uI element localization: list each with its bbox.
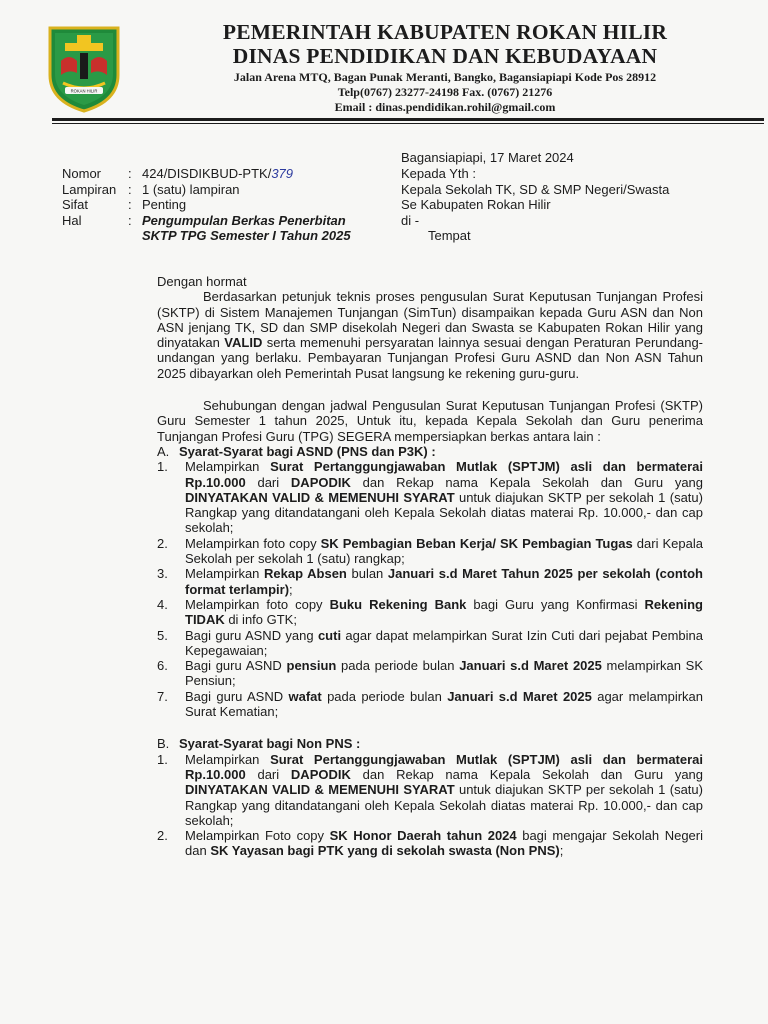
meta-colon: : [128, 197, 132, 212]
government-name: PEMERINTAH KABUPATEN ROKAN HILIR [222, 20, 668, 44]
section-title: A. Syarat-Syarat bagi ASND (PNS dan P3K) : [157, 443, 436, 459]
section-title: B. Syarat-Syarat bagi Non PNS : [157, 736, 361, 752]
meta-value: SKTP TPG Semester I Tahun 2025 [142, 228, 351, 243]
letter-meta [62, 166, 351, 244]
meta-value: 1 (satu) lampiran [142, 181, 240, 197]
meta-row-nomor [62, 166, 351, 182]
list-item: 5. Bagi guru ASND yang cuti agar dapat melampirkan Surat Izin Cuti dari pejabat Pembina Kepegawaian; [157, 627, 704, 658]
agency-name: DINAS PENDIDIKAN DAN KEBUDAYAAN [232, 44, 658, 68]
meta-value: Pengumpulan Berkas Penerbitan [142, 212, 346, 228]
letterhead [150, 20, 740, 115]
recipient-line: Kepala Sekolah TK, SD & SMP Negeri/Swasta [401, 181, 670, 197]
letter-body [157, 274, 703, 859]
section-b [157, 736, 703, 858]
requirements-list [157, 752, 703, 859]
meta-row-lampiran [62, 182, 351, 198]
meta-label: Lampiran [62, 181, 117, 197]
meta-row-hal [62, 213, 351, 229]
meta-value [142, 166, 293, 182]
list-item: 1. Melampirkan Surat Pertanggungjawaban Mutlak (SPTJM) asli dan bermaterai Rp.10.000 dari DAPODIK dan Rekap nama Kepala Sekolah dan Guru yang DINYATAKAN VALID & MEMENUHI SYARAT untuk diajukan SKTP per sekolah 1 (satu) Rangkap yang ditandatangani oleh Kepala Sekolah diatas materai Rp. 10.000,- dan cap sekolah; [157, 751, 704, 828]
letter-number: 424/DISDIKBUD-PTK/ [142, 166, 272, 181]
meta-row-sifat [62, 197, 351, 213]
handwritten-number: 379 [271, 166, 294, 181]
regency-emblem-icon [47, 25, 121, 113]
meta-label: Nomor [62, 166, 102, 181]
greeting: Dengan hormat [157, 274, 247, 289]
requirements-list [157, 459, 703, 719]
paragraph: Berdasarkan petunjuk teknis proses pengusulan Surat Keputusan Tunjangan Profesi (SKTP) di Sistem Manajemen Tunjangan (SimTun) disampaikan kepada Guru ASN dan Non ASN jenjang TK, SD dan SMP disekolah Negeri dan Swasta se Kabupaten Rokan Hilir yang dinyatakan VALID serta memenuhi persyaratan lainnya sesuai dengan Peraturan Perundang-undangan yang berlaku. Pembayaran Tunjangan Profesi Guru ASND dan Non ASN Tahun 2025 dibayarkan oleh Pemerintah Pusat langsung ke rekening guru-guru. [157, 289, 704, 381]
letterhead-divider-thick [52, 118, 764, 121]
section-a [157, 444, 703, 719]
agency-address: Jalan Arena MTQ, Bagan Punak Meranti, Bangko, Bagansiapiapi Kode Pos 28912 [233, 70, 657, 84]
recipient-block [401, 166, 669, 244]
meta-row-hal-cont [62, 228, 351, 244]
recipient-tempat: Tempat [428, 228, 471, 243]
paragraph: Sehubungan dengan jadwal Pengusulan Surat Keputusan Tunjangan Profesi (SKTP) Guru Semester 1 tahun 2025, Untuk itu, kepada Kepala Sekolah dan Guru penerima Tunjangan Profesi Guru (TPG) SEGERA mempersiapkan berkas antara lain : [157, 398, 703, 444]
agency-email: Email : dinas.pendidikan.rohil@gmail.com [334, 100, 556, 114]
meta-colon: : [128, 212, 132, 228]
list-item: 6. Bagi guru ASND pensiun pada periode bulan Januari s.d Maret 2025 melampirkan SK Pensiun; [157, 658, 703, 689]
meta-label: Sifat [62, 197, 89, 212]
list-item: 2. Melampirkan foto copy SK Pembagian Beban Kerja/ SK Pembagian Tugas dari Kepala Sekolah per sekolah 1 (satu) rangkap; [157, 535, 703, 567]
meta-value: Penting [142, 197, 187, 212]
list-item: 1. Melampirkan Surat Pertanggungjawaban Mutlak (SPTJM) asli dan bermaterai Rp.10.000 dari DAPODIK dan Rekap nama Kepala Sekolah dan Guru yang DINYATAKAN VALID & MEMENUHI SYARAT untuk diajukan SKTP per sekolah 1 (satu) Rangkap yang ditandatangani oleh Kepala Sekolah diatas materai Rp. 10.000,- dan cap sekolah; [157, 459, 704, 536]
list-item: 3. Melampirkan Rekap Absen bulan Januari s.d Maret Tahun 2025 per sekolah (contoh format terlampir); [157, 566, 703, 597]
meta-label: Hal [62, 212, 82, 228]
meta-colon: : [128, 166, 132, 181]
letterhead-divider-thin [52, 123, 764, 124]
list-item: 2. Melampirkan Foto copy SK Honor Daerah tahun 2024 bagi mengajar Sekolah Negeri dan SK Yayasan bagi PTK yang di sekolah swasta (Non PNS); [157, 828, 703, 859]
recipient-salutation: Kepada Yth : [401, 166, 476, 181]
recipient-line: Se Kabupaten Rokan Hilir [401, 197, 551, 212]
list-item: 4. Melampirkan foto copy Buku Rekening Bank bagi Guru yang Konfirmasi Rekening TIDAK di info GTK; [157, 596, 703, 628]
recipient-di: di - [401, 212, 420, 228]
emblem-text: ROKAN HILIR [70, 88, 98, 94]
agency-phone: Telp(0767) 23277-24198 Fax. (0767) 21276 [337, 85, 553, 99]
meta-colon: : [128, 181, 132, 197]
place-date: Bagansiapiapi, 17 Maret 2024 [401, 150, 574, 165]
list-item: 7. Bagi guru ASND wafat pada periode bulan Januari s.d Maret 2025 agar melampirkan Surat Kematian; [157, 688, 703, 720]
